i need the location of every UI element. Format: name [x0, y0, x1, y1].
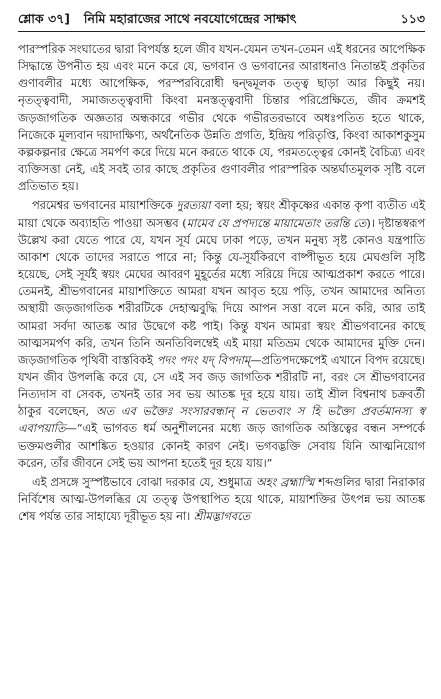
italic-segment: দুরত্যয়া	[176, 199, 211, 213]
italic-segment: অহং ব্রহ্মাস্মি	[255, 475, 315, 489]
text-segment: পরমেশ্বর ভগবানের মায়াশক্তিকে	[32, 199, 177, 213]
text-segment: —প্রতিপদক্ষেপেই এখানে বিপদ রয়েছে। যখন জীব উপলব্ধি করে যে, সে এই সব জড় জাগতিক শরীরটি না, বরং সে শ্রীভগবানের নিত্যদাস বা সেবক, তখনই তার সব ভয় আতঙ্ক দূর হয়ে যায়। তাই শ্রীল বিশ্বনাথ চক্রবর্তী ঠাকুর বলেছেন,	[18, 353, 425, 419]
italic-segment: শ্রীমদ্ভাগবতে	[193, 510, 251, 524]
text-segment: বলা হয়; স্বয়ং শ্রীকৃষ্ণের একান্ত কৃপা ব্যতীত এই মায়া থেকে অব্যাহতি পাওয়া অসম্ভব (	[18, 199, 425, 230]
paragraph	[18, 41, 425, 195]
text-segment: —“এই ভাগবত ধর্ম অনুশীলনের মধ্যে জড় জাগতিক অস্তিত্বের বন্ধন সম্পর্কে ভক্তমণ্ডলীর আশঙ্কিত হওয়ার কোনই কারণ নেই। ভগবদ্ভক্তি সেবায় যিনি আত্মনিয়োগ করেন, তাঁর জীবনে সেই ভয় আপনা হতেই দূর হয়ে যায়।”	[18, 422, 425, 470]
text-segment: পারস্পরিক সংঘাতের দ্বারা বিপর্যস্ত হলে জীব যখন-যেমন তখন-তেমন এই ধরনের আপেক্ষিক সিদ্ধান্তে উপনীত হয় এবং মনে করে যে, ভগবান ও ভগবানের আরাধনাও নিতান্তই প্রকৃতির গুণাবলীর মধ্যে আপেক্ষিক, পরস্পরবিরোধী দ্বন্দ্বমূলক তত্ত্ব ছাড়া আর কিছুই নয়। নৃতত্ত্ববাদী, সমাজতত্ত্ববাদী কিংবা মনস্তত্ত্ববাদী চিন্তার পরিপ্রেক্ষিতে, জীব ক্রমশই জড়জাগতিক অজ্ঞতার অন্ধকারে গভীর থেকে গভীরতরভাবে অধঃপতিত হতে থাকে, নিজেকে মূল্যবান দয়াদাক্ষিণ্য, অর্থনৈতিক উন্নতি প্রগতি, ইন্দ্রিয় পরিতৃপ্তি, কিংবা আকাশকুসুম কল্পকল্পনার ক্ষেত্রে সমর্পণ করে দিয়ে মনে করতে থাকে যে, পরমতত্ত্বের কোনই বৈচিত্র্য এবং ব্যক্তিসত্তা নেই, এই সবই তার কাছে প্রকৃতির গুণাবলীর পারস্পরিক অন্তর্ঘাতমূলক সৃষ্টি বলে প্রতিভাত হয়।	[18, 43, 425, 194]
text-segment: শব্দগুলির দ্বারা নিরাকার নির্বিশেষ আত্ম-উপলব্ধির যে তত্ত্ব উপস্থাপিত হয়ে থাকে, মায়াশক্তির উৎপন্ন ভয় আতঙ্ক শেষ পর্যন্ত তার সাহায্যে দূরীভূত হয় না।	[18, 475, 425, 524]
running-title: নিমি মহারাজের সাথে নবযোগেন্দ্রের সাক্ষাৎ	[83, 11, 297, 26]
text-segment: )। দৃষ্টান্তস্বরূপ উল্লেখ করা যেতে পারে যে, যখন সূর্য মেঘে ঢাকা পড়ে, তখন মনুষ্য সৃষ্ট কোনও যন্ত্রপাতি আকাশ থেকে তাদের সরাতে পারে না; কিন্তু যে-সূর্যকিরণে বাষ্পীভূত হয়ে মেঘগুলি সৃষ্টি হয়েছে, সেই সূর্যই স্বয়ং মেঘের আবরণ মুহূর্তের মধ্যে সরিয়ে দিয়ে আত্মপ্রকাশ করতে পারে। তেমনই, শ্রীভগবানের মায়াশক্তিতে আমরা যখন আবৃত হয়ে পড়ি, তখন আমাদের অনিত্য অস্থায়ী জড়জাগতিক শরীরটিকে দেহাত্মবুদ্ধি দিয়ে আপন সত্তা বলে মনে করি, আর তাই আমরা সর্বদা আতঙ্ক আর উদ্বেগে কষ্ট পাই। কিন্তু যখন আমরা স্বয়ং শ্রীভগবানের কাছে আত্মসমর্পণ করি, তখন তিনি অনতিবিলম্বেই এই মায়া মতিভ্রম থেকে আমাদের মুক্তি দেন। জড়জাগতিক পৃথিবী বাস্তবিকই	[18, 216, 426, 367]
paragraph	[18, 474, 425, 525]
text-segment: এই প্রসঙ্গে সুস্পষ্টভাবে বোঝা দরকার যে, শুধুমাত্র	[32, 475, 256, 489]
page-header	[18, 10, 425, 32]
page-number: ১১৩	[400, 11, 425, 26]
italic-segment: পদং পদং যদ্ বিপদাম্	[156, 353, 251, 367]
body-text	[18, 41, 425, 525]
italic-segment: অত এব ভক্তৈঃ সংসারবন্ধান্ ন ভেতব্যং স হি ভক্ত্যৈ প্রবর্তমানস্য স্ব এবাপয়াতি	[18, 405, 426, 436]
italic-segment: মামেব যে প্রপদ্যন্তে মায়ামেতাং তরন্তি তে	[186, 216, 367, 230]
verse-reference: শ্লোক ৩৭]	[18, 11, 70, 26]
paragraph	[18, 197, 425, 472]
